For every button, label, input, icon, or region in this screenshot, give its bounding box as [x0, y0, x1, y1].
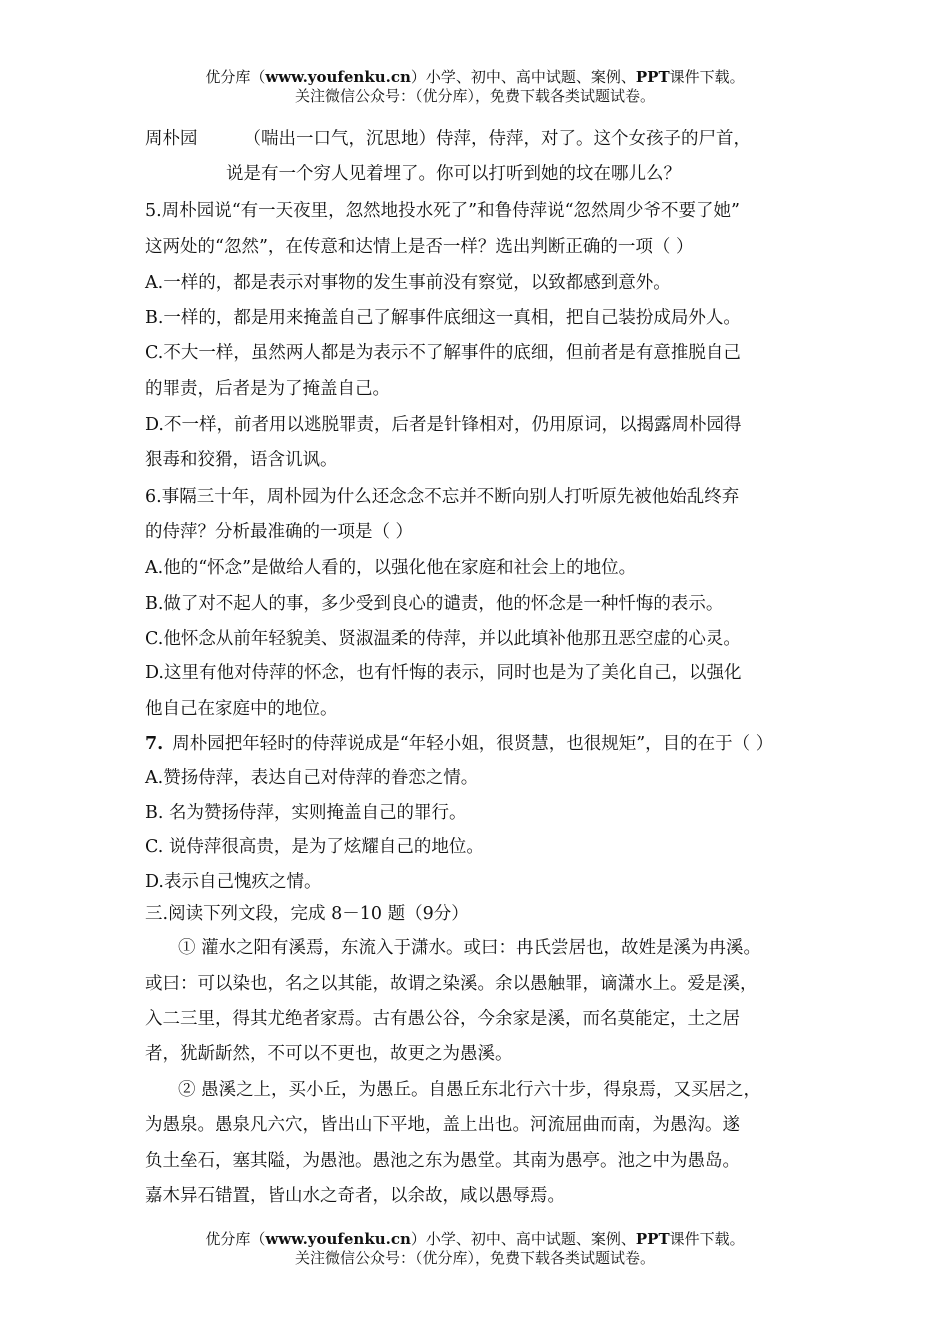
q7-stem-text: 周朴园把年轻时的侍萍说成是“年轻小姐，很贤慧，也很规矩”，目的在于（ ） — [172, 734, 774, 754]
q5-option-a: A.一样的，都是表示对事物的发生事前没有察觉，以致都感到意外。 — [145, 273, 671, 293]
q7-option-d: D.表示自己愧疚之情。 — [145, 872, 322, 892]
dialogue-speaker: 周朴园 — [145, 129, 198, 149]
footer-text: 优分库（ — [205, 1230, 266, 1248]
q6-stem-2: 的侍萍？分析最准确的一项是（ ） — [145, 522, 414, 542]
q5-stem-1: 5.周朴园说“有一天夜里，忽然地投水死了”和鲁侍萍说“忽然周少爷不要了她” — [145, 201, 740, 221]
header-line-2: 关注微信公众号：（优分库），免费下载各类试题试卷。 — [294, 87, 655, 105]
q6-option-d-1: D.这里有他对侍萍的怀念，也有忏悔的表示，同时也是为了美化自己，以强化 — [145, 663, 742, 683]
passage-p1-line-3: 入二三里，得其尤绝者家焉。古有愚公谷，今余家是溪，而名莫能定，土之居 — [145, 1009, 740, 1029]
passage-p2-line-2: 为愚泉。愚泉凡六穴，皆出山下平地，盖上出也。河流屈曲而南，为愚沟。遂 — [145, 1115, 740, 1135]
passage-p1-line-2: 或曰：可以染也，名之以其能，故谓之染溪。余以愚触罪，谪潇水上。爱是溪， — [145, 974, 758, 994]
header-site-link[interactable]: www.youfenku.cn — [265, 68, 411, 86]
q5-stem-2: 这两处的“忽然”，在传意和达情上是否一样？选出判断正确的一项（ ） — [145, 237, 694, 257]
header-text: ）小学、初中、高中试题、案例、 — [410, 68, 636, 86]
q5-option-b: B.一样的，都是用来掩盖自己了解事件底细这一真相，把自己装扮成局外人。 — [145, 308, 741, 328]
q5-option-c-1: C.不大一样，虽然两人都是为表示不了解事件的底细，但前者是有意推脱自己 — [145, 343, 741, 363]
q7-option-a: A.赞扬侍萍，表达自己对侍萍的眷恋之情。 — [145, 768, 479, 788]
q6-option-d-2: 他自己在家庭中的地位。 — [145, 699, 338, 719]
footer-site-link[interactable]: www.youfenku.cn — [265, 1230, 411, 1248]
dialogue-text: （喘出一口气，沉思地）侍萍，侍萍，对了。这个女孩子的尸首， — [243, 129, 751, 149]
passage-p1-line-4: 者，犹龂龂然，不可以不更也，故更之为愚溪。 — [145, 1044, 513, 1064]
footer-line-2: 关注微信公众号：（优分库），免费下载各类试题试卷。 — [294, 1249, 655, 1267]
passage-p2-line-1: ② 愚溪之上，买小丘，为愚丘。自愚丘东北行六十步，得泉焉，又买居之， — [178, 1080, 762, 1100]
q5-option-c-2: 的罪责，后者是为了掩盖自己。 — [145, 379, 390, 399]
passage-p1-line-1: ① 灌水之阳有溪焉，东流入于潇水。或曰：冉氏尝居也，故姓是溪为冉溪。 — [178, 938, 762, 958]
q6-stem-1: 6.事隔三十年，周朴园为什么还念念不忘并不断向别人打听原先被他始乱终弃 — [145, 487, 740, 507]
q5-option-d-2: 狠毒和狡猾，语含讥讽。 — [145, 450, 338, 470]
dialogue-line-2: 说是有一个穷人见着埋了。你可以打听到她的坟在哪儿么？ — [226, 164, 681, 184]
footer-text: ）小学、初中、高中试题、案例、 — [410, 1230, 636, 1248]
q7-option-b: B. 名为赞扬侍萍，实则掩盖自己的罪行。 — [145, 803, 467, 823]
q7-stem — [145, 732, 773, 756]
header-ppt: PPT — [635, 68, 670, 86]
q6-option-b: B.做了对不起人的事，多少受到良心的谴责，他的怀念是一种忏悔的表示。 — [145, 594, 724, 614]
q5-option-d-1: D.不一样，前者用以逃脱罪责，后者是针锋相对，仍用原词，以揭露周朴园得 — [145, 415, 742, 435]
section3-title: 三.阅读下列文段，完成 8－10 题（9分） — [145, 904, 469, 924]
dialogue-line-1 — [145, 127, 751, 151]
header-text: 优分库（ — [205, 68, 266, 86]
passage-p2-line-4: 嘉木异石错置，皆山水之奇者，以余故，咸以愚辱焉。 — [145, 1186, 565, 1206]
passage-p2-line-3: 负土垒石，塞其隘，为愚池。愚池之东为愚堂。其南为愚亭。池之中为愚岛。 — [145, 1151, 740, 1171]
q7-option-c: C. 说侍萍很高贵，是为了炫耀自己的地位。 — [145, 837, 484, 857]
header-text: 课件下载。 — [669, 68, 745, 86]
footer-ppt: PPT — [635, 1230, 670, 1248]
header-line-1 — [0, 67, 950, 87]
footer-text: 课件下载。 — [669, 1230, 745, 1248]
footer-line-1 — [0, 1229, 950, 1249]
q6-option-a: A.他的“怀念”是做给人看的，以强化他在家庭和社会上的地位。 — [145, 558, 637, 578]
q6-option-c: C.他怀念从前年轻貌美、贤淑温柔的侍萍，并以此填补他那丑恶空虚的心灵。 — [145, 629, 741, 649]
q7-number: 7. — [145, 734, 164, 754]
